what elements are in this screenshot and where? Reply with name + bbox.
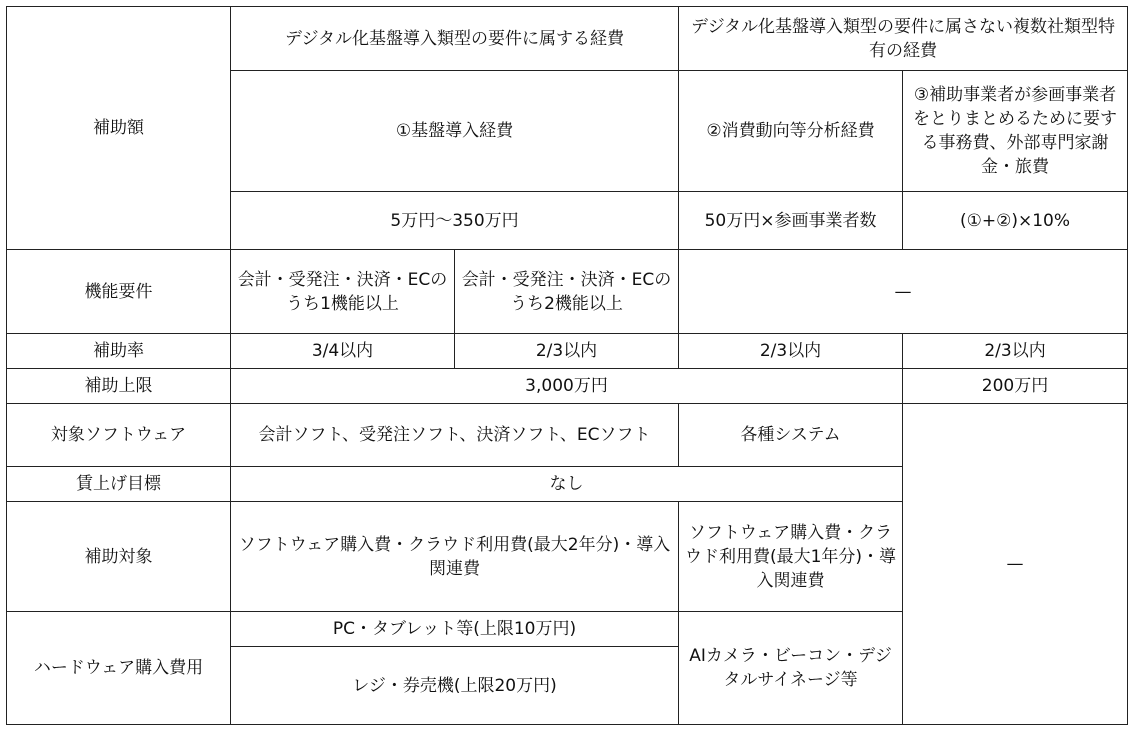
- subsidy-comparison-table: [6, 6, 1128, 725]
- cell-target-base: ソフトウェア購入費・クラウド利用費(最大2年分)・導入関連費: [231, 502, 679, 612]
- table-row: [7, 404, 1128, 467]
- row-label-functions: 機能要件: [7, 250, 231, 334]
- cell-target-analysis: ソフトウェア購入費・クラウド利用費(最大1年分)・導入関連費: [679, 502, 903, 612]
- cell-wage: なし: [231, 467, 903, 502]
- table-row: [7, 334, 1128, 369]
- row-label-hardware: ハードウェア購入費用: [7, 612, 231, 725]
- row-label-subsidy-amount: 補助額: [7, 7, 231, 250]
- cell-cap-main: 3,000万円: [231, 369, 903, 404]
- cell-analysis-expense: ②消費動向等分析経費: [679, 71, 903, 192]
- row-label-software: 対象ソフトウェア: [7, 404, 231, 467]
- cell-rate-3: 2/3以内: [679, 334, 903, 369]
- cell-hardware-pc: PC・タブレット等(上限10万円): [231, 612, 679, 647]
- table-row: [7, 369, 1128, 404]
- cell-admin-none: —: [903, 404, 1128, 725]
- cell-cap-admin: 200万円: [903, 369, 1128, 404]
- cell-base-expense: ①基盤導入経費: [231, 71, 679, 192]
- cell-rate-1: 3/4以内: [231, 334, 455, 369]
- cell-rate-4: 2/3以内: [903, 334, 1128, 369]
- cell-hardware-other: AIカメラ・ビーコン・デジタルサイネージ等: [679, 612, 903, 725]
- cell-amount-analysis: 50万円×参画事業者数: [679, 192, 903, 250]
- cell-software-list: 会計ソフト、受発注ソフト、決済ソフト、ECソフト: [231, 404, 679, 467]
- table-row: [7, 250, 1128, 334]
- cell-functions-1: 会計・受発注・決済・ECのうち1機能以上: [231, 250, 455, 334]
- cell-rate-2: 2/3以内: [455, 334, 679, 369]
- row-label-wage: 賃上げ目標: [7, 467, 231, 502]
- row-label-cap: 補助上限: [7, 369, 231, 404]
- cell-functions-2: 会計・受発注・決済・ECのうち2機能以上: [455, 250, 679, 334]
- header-digital-base: デジタル化基盤導入類型の要件に属する経費: [231, 7, 679, 71]
- header-other-multi: デジタル化基盤導入類型の要件に属さない複数社類型特有の経費: [679, 7, 1128, 71]
- row-label-target: 補助対象: [7, 502, 231, 612]
- cell-amount-base: 5万円〜350万円: [231, 192, 679, 250]
- table-row: [7, 7, 1128, 71]
- cell-admin-expense: ③補助事業者が参画事業者をとりまとめるために要する事務費、外部専門家謝金・旅費: [903, 71, 1128, 192]
- cell-hardware-register: レジ・券売機(上限20万円): [231, 647, 679, 725]
- cell-amount-admin: (①+②)×10%: [903, 192, 1128, 250]
- cell-functions-none: —: [679, 250, 1128, 334]
- row-label-rate: 補助率: [7, 334, 231, 369]
- cell-software-systems: 各種システム: [679, 404, 903, 467]
